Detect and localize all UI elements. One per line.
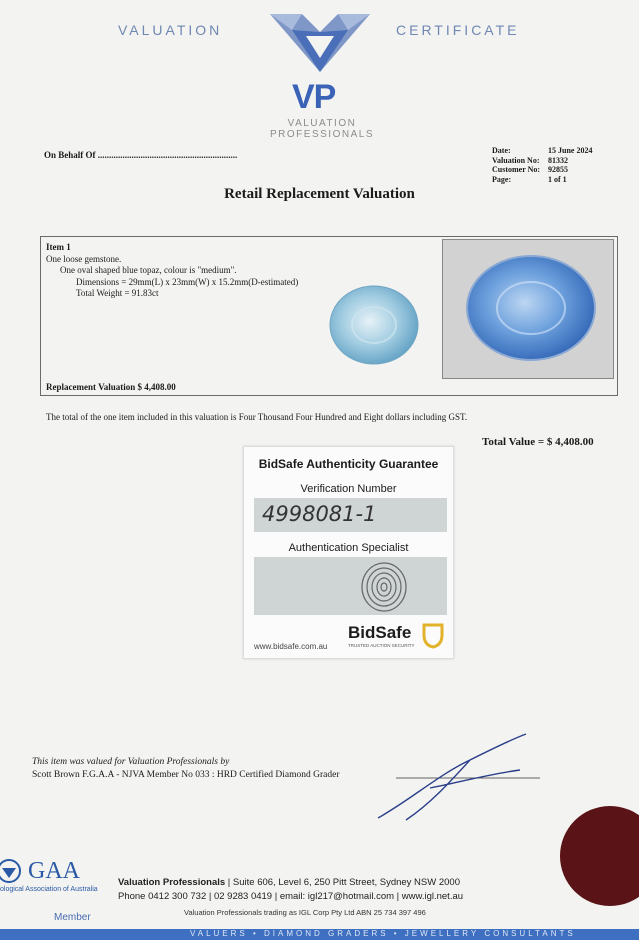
meta-row: [492, 146, 592, 156]
gemstone-image: [328, 283, 420, 369]
logo-letters: VP: [292, 78, 336, 116]
meta-value: 1 of 1: [548, 174, 567, 184]
item-line: One loose gemstone.: [46, 253, 122, 264]
header-right-word: CERTIFICATE: [396, 22, 520, 38]
meta-row: [492, 175, 592, 185]
valued-by: [32, 756, 340, 782]
meta-value: 15 June 2024: [548, 146, 593, 155]
footer-abn: Valuation Professionals trading as IGL Corp Pty Ltd ABN 25 734 397 496: [184, 908, 426, 917]
gaa-logo: GAA: [28, 858, 80, 884]
gaa-subtitle: ological Association of Australia: [0, 886, 98, 893]
item-line: Dimensions = 29mm(L) x 23mm(W) x 15.2mm(D-estimated): [76, 276, 299, 287]
footer-company: Valuation Professionals: [118, 877, 226, 888]
gemstone-photo-image: [443, 240, 613, 378]
meta-row: [492, 165, 592, 175]
gaa-member: Member: [54, 912, 91, 923]
bidsafe-card: [243, 446, 454, 659]
total-value: Total Value = $ 4,408.00: [482, 436, 594, 448]
bidsafe-url: www.bidsafe.com.au: [254, 642, 328, 651]
gemstone-photo: [442, 239, 614, 379]
valued-line2: Scott Brown F.G.A.A - NJVA Member No 033 : HRD Certified Diamond Grader: [32, 770, 340, 780]
card-title: BidSafe Authenticity Guarantee: [258, 457, 439, 471]
meta-value: 81332: [548, 155, 568, 165]
diamond-logo-icon: [262, 10, 378, 76]
item-line: Total Weight = 91.83ct: [76, 288, 159, 298]
item-description: [46, 242, 298, 300]
specialist-box: [254, 557, 447, 615]
meta-label: Page:: [492, 174, 512, 184]
fingerprint-icon: [358, 561, 408, 613]
footer-address: | Suite 606, Level 6, 250 Pitt Street, Sydney NSW 2000: [225, 877, 460, 888]
certificate-meta: [492, 146, 592, 184]
item-line: One oval shaped blue topaz, colour is "medium".: [60, 265, 237, 275]
meta-label: Valuation No:: [492, 155, 540, 165]
footer-contact: [118, 876, 463, 904]
verification-box: [254, 498, 447, 532]
footer-band-text: VALUERS • DIAMOND GRADERS • JEWELLERY CONSULTANTS: [190, 929, 576, 938]
header-left-word: VALUATION: [118, 22, 223, 38]
verification-label: Verification Number: [300, 483, 397, 495]
meta-row: [492, 156, 592, 166]
gaa-diamond-icon: [0, 858, 22, 884]
verification-number: 4998081-1: [262, 502, 377, 526]
meta-value: 92855: [548, 165, 568, 174]
logo-line1: VALUATION: [287, 118, 357, 129]
on-behalf-of: On Behalf Of ..............................................................: [44, 150, 238, 160]
item-heading: Item 1: [46, 242, 71, 252]
bidsafe-brand: BidSafe: [348, 623, 412, 642]
valued-line1: This item was valued for Valuation Professionals by: [32, 757, 230, 767]
meta-label: Date:: [492, 146, 511, 155]
shield-icon: [422, 623, 444, 649]
wax-seal: [560, 806, 639, 906]
logo-line2: PROFESSIONALS: [270, 129, 374, 140]
replacement-valuation: Replacement Valuation $ 4,408.00: [46, 382, 176, 392]
footer-phone-email: Phone 0412 300 732 | 02 9283 0419 | email: igl217@hotmail.com | www.igl.net.au: [118, 891, 464, 902]
signature-icon: [370, 730, 540, 826]
specialist-label: Authentication Specialist: [288, 542, 409, 554]
page-title: Retail Replacement Valuation: [224, 186, 415, 202]
bidsafe-brand-sub: TRUSTED AUCTION SECURITY: [348, 643, 415, 648]
valuation-paragraph: The total of the one item included in this valuation is Four Thousand Four Hundred and Eight dollars including GST.: [46, 412, 468, 422]
meta-label: Customer No:: [492, 165, 541, 174]
